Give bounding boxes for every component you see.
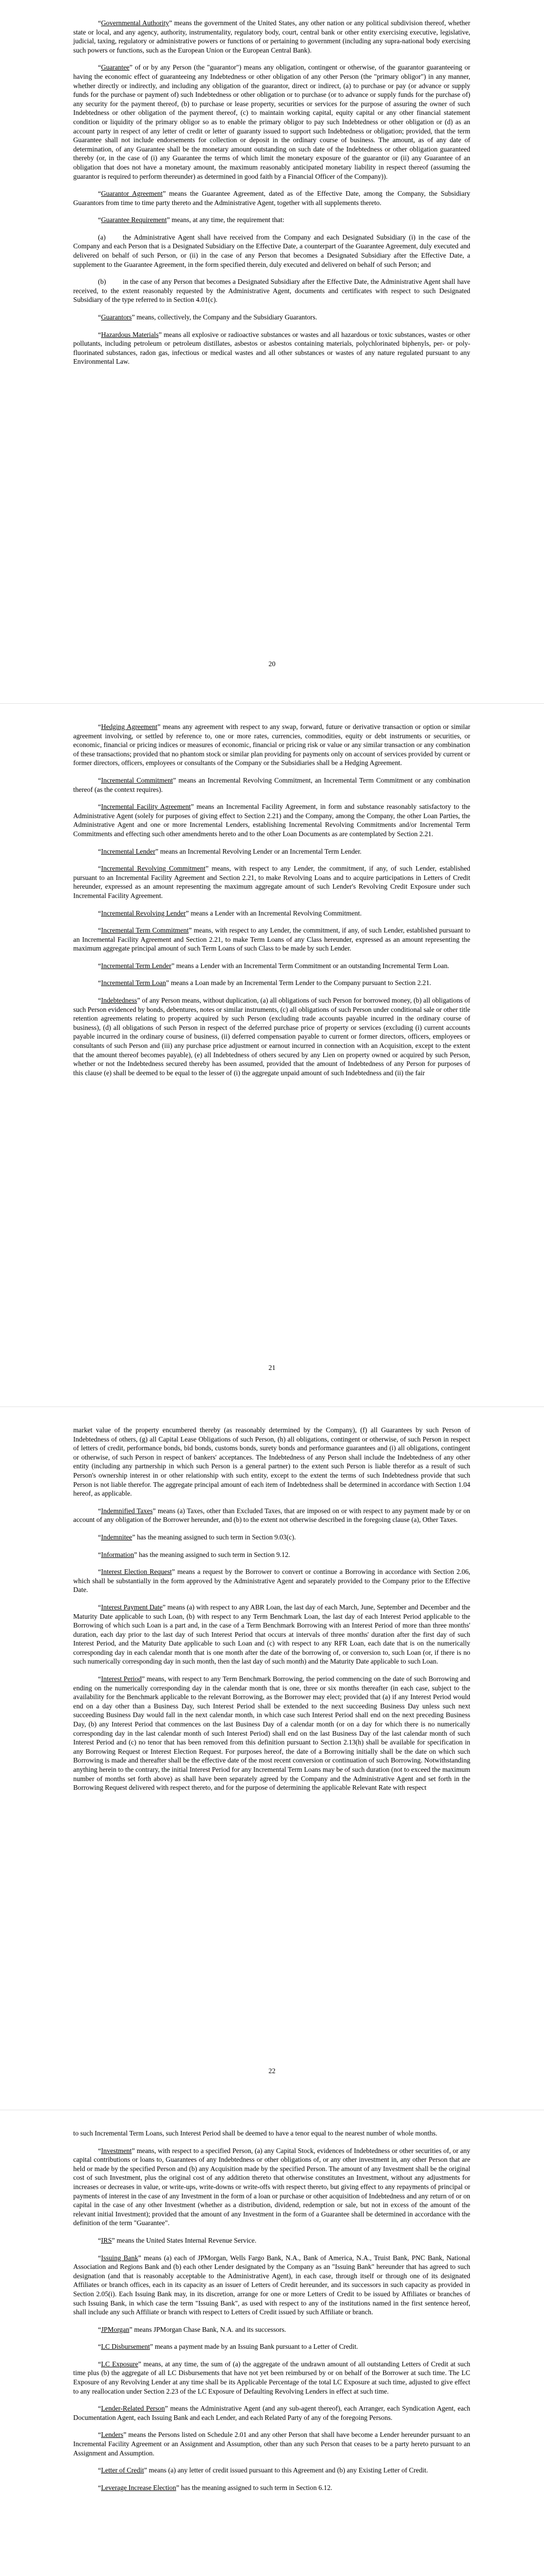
defined-term: Incremental Commitment (101, 776, 173, 784)
definition-text: means (a) with respect to any ABR Loan, the last day of each March, June, September and December and the Maturity Date applicable to such Loan, (b) with respect to any Term Benchmark Loan, the last day of each Interest Period applicable to the Borrowing of which such Loan is a part and, in the case of a Term Benchmark Borrowing with an Interest Period of more than three months' duration, each day prior to the last day of such Interest Period that occurs at intervals of three months' duration after the first day of such Interest Period, and the Maturity Date applicable to such Loan and (c) with respect to any RFR Loan, each date that is on the numerically corresponding day in each calendar month that is one month after the date of the borrowing of, or conversion to, such Loan (or, if there is no such numerically corresponding day in such month, then the last day of such month) and the Maturity Date applicable to such Loan. (73, 1603, 470, 1666)
definition-paragraph: “Investment” means, with respect to a specified Person, (a) any Capital Stock, evidences of Indebtedness or other securities of, or any capital contributions or loans to, Guarantees of any Indebtedness or other obligations of, or any other investment in, any other Person that are held or made by the specified Person and (b) any Acquisition made by the specified Person. The amount of any Investment shall be the original cost of such Investment, plus the original cost of any addition thereto that otherwise constitutes an Investment, without any adjustments for increases or decreases in value, or write-ups, write-downs or write-offs with respect thereto, but giving effect to any repayments of principal or payments of interest in the case of any Investment in the form of a loan or purchase or other acquisition of Indebtedness and any return of or on capital in the case of any other Investment (whether as a distribution, dividend, redemption or sale, but not in excess of the amount of the relevant initial Investment); provided that the amount of any Investment in the form of a Guarantee shall be determined in accordance with the definition of the term "Guarantee". (73, 2146, 470, 2227)
definition-paragraph: “Lenders” means the Persons listed on Schedule 2.01 and any other Person that shall have become a Lender hereunder pursuant to an Incremental Facility Agreement or an Assignment and Assumption, other than any such Person that ceases to be a party hereto pursuant to an Assignment and Assumption. (73, 2431, 470, 2457)
definition-text: means the government of the United States, any other nation or any political subdivision thereof, whether state or local, and any agency, authority, instrumentality, regulatory body, court, central bank or other entity exercising executive, legislative, judicial, taxing, regulatory or administrative powers or functions of or pertaining to government (including any supra-national body exercising such powers or functions, such as the European Union or the European Central Bank). (73, 19, 470, 54)
definition-paragraph: “Indemnitee” has the meaning assigned to such term in Section 9.03(c). (98, 1533, 296, 1541)
definition-text: means a Lender with an Incremental Term Commitment or an outstanding Incremental Term Loan. (174, 961, 449, 970)
definition-paragraph: “Guarantor Agreement” means the Guarantee Agreement, dated as of the Effective Date, among the Company, the Subsidiary Guarantors from time to time party thereto and the Administrative Agent, together with all supplements thereto. (73, 190, 470, 207)
definition-paragraph: “Leverage Increase Election” has the meaning assigned to such term in Section 6.12. (98, 2483, 333, 2492)
page-content (73, 19, 470, 375)
page-number: 22 (268, 2067, 276, 2075)
page-content (73, 2129, 470, 2500)
definition-text: means, at any time, the requirement that: (170, 216, 285, 224)
defined-term: Incremental Revolving Lender (101, 909, 186, 917)
definition-paragraph: “Incremental Facility Agreement” means an Incremental Facility Agreement, in form and substance reasonably satisfactory to the Administrative Agent (solely for purposes of giving effect to Section 2.21) and the Company, among the Company, the other Loan Parties, the Administrative Agent and one or more Incremental Lenders, establishing Incremental Revolving Commitments and/or Incremental Term Commitments and effecting such other amendments hereto and to the other Loan Documents as are contemplated by Section 2.21. (73, 803, 470, 838)
definition-text: means, with respect to a specified Person, (a) any Capital Stock, evidences of Indebtedness or other securities of, or any capital contributions or loans to, Guarantees of any Indebtedness or other obligations of, or any other investment in, any other Person that are held or made by the specified Person and (b) any Acquisition made by the specified Person. The amount of any Investment shall be the original cost of such Investment, plus the original cost of any addition thereto that otherwise constitutes an Investment, without any adjustments for increases or decreases in value, or write-ups, write-downs or write-offs with respect thereto, but giving effect to any repayments of principal or payments of interest in the case of any Investment in the form of a loan or purchase or other acquisition of Indebtedness and any return of or on capital in the case of any other Investment (whether as a distribution, dividend, redemption or sale, but not in excess of the amount of the relevant initial Investment); provided that the amount of any Investment in the form of a Guarantee shall be determined in accordance with the definition of the term "Guarantee". (73, 2146, 470, 2227)
defined-term: Incremental Facility Agreement (101, 803, 191, 811)
definition-paragraph: “Incremental Commitment” means an Incremental Revolving Commitment, an Incremental Term Commitment or any combination thereof (as the context requires). (73, 776, 470, 793)
defined-term: Guarantee (101, 63, 129, 72)
definition-text: means the Guarantee Agreement, dated as of the Effective Date, among the Company, the Subsidiary Guarantors from time to time party thereto and the Administrative Agent, together with all supplements thereto. (73, 190, 470, 207)
definition-text: means the Administrative Agent (and any sub-agent thereof), each Arranger, each Syndication Agent, each Documentation Agent, each Issuing Bank and each Lender, and each Related Party of any of the foregoing Persons. (73, 2404, 470, 2421)
defined-term: Interest Election Request (101, 1568, 172, 1576)
page (0, 2110, 544, 2576)
definition-paragraph: “Guarantee Requirement” means, at any time, the requirement that: (98, 216, 285, 224)
definition-text: has the meaning assigned to such term in Section 9.12. (137, 1550, 290, 1558)
defined-term: Interest Period (101, 1675, 142, 1683)
defined-term: Incremental Revolving Commitment (101, 865, 206, 873)
page-number: 20 (268, 660, 276, 668)
definition-text: means (a) each of JPMorgan, Wells Fargo Bank, N.A., Bank of America, N.A., Truist Bank, PNC Bank, National Association and Regions Bank and (b) each other Lender designated by the Company as an "Issuing Bank" hereunder that has agreed to such designation (and that is reasonably acceptable to the Administrative Agent), in each case, through itself or through one of its designated Affiliates or branch offices, each in its capacity as an issuer of Letters of Credit hereunder, and its successors in such capacity as provided in Section 2.05(i). Each Issuing Bank may, in its discretion, arrange for one or more Letters of Credit to be issued by Affiliates or branches of such Issuing Bank, in which case the term "Issuing Bank", as used with respect to any of the institutions named in the first sentence hereof, shall include any such Affiliate or branch with respect to Letters of Credit issued by such Affiliate or branch. (73, 2253, 470, 2316)
definition-text: means, with respect to any Lender, the commitment, if any, of such Lender, established pursuant to an Incremental Facility Agreement and Section 2.21, to make Revolving Loans and to acquire participations in Letters of Credit hereunder, expressed as an amount representing the maximum aggregate amount of such Lender's Revolving Credit Exposure under such Incremental Facility Agreement. (73, 865, 470, 900)
defined-term: Leverage Increase Election (101, 2483, 176, 2492)
definition-text: means the United States Internal Revenue Service. (114, 2236, 257, 2244)
defined-term: Lender-Related Person (101, 2404, 165, 2413)
definition-paragraph: “Guarantors” means, collectively, the Company and the Subsidiary Guarantors. (98, 313, 317, 321)
defined-term: Interest Payment Date (101, 1603, 163, 1611)
definition-paragraph: “Incremental Revolving Lender” means a Lender with an Incremental Revolving Commitment. (98, 909, 362, 917)
definition-paragraph: “Issuing Bank” means (a) each of JPMorgan, Wells Fargo Bank, N.A., Bank of America, N.A., Truist Bank, PNC Bank, National Association and Regions Bank and (b) each other Lender designated by the Company as an "Issuing Bank" hereunder that has agreed to such designation (and that is reasonably acceptable to the Administrative Agent), in each case, through itself or through one of its designated Affiliates or branch offices, each in its capacity as an issuer of Letters of Credit hereunder, and its successors in such capacity as provided in Section 2.05(i). Each Issuing Bank may, in its discretion, arrange for one or more Letters of Credit to be issued by Affiliates or branches of such Issuing Bank, in which case the term "Issuing Bank", as used with respect to any of the institutions named in the first sentence hereof, shall include any such Affiliate or branch with respect to Letters of Credit issued by such Affiliate or branch. (73, 2253, 470, 2316)
definition-paragraph: “Information” has the meaning assigned to such term in Section 9.12. (98, 1550, 290, 1558)
defined-term: Indemnitee (101, 1533, 133, 1541)
definition-paragraph: “LC Disbursement” means a payment made by an Issuing Bank pursuant to a Letter of Credit. (98, 2343, 358, 2351)
defined-term: Letter of Credit (101, 2466, 144, 2475)
clause-paragraph (73, 233, 470, 269)
clause-text: the Administrative Agent shall have received from the Company and each Designated Subsidiary (i) in the case of the Company and each Person that is a Designated Subsidiary on the Effective Date, a counterpart of the Guarantee Agreement, duly executed and delivered on behalf of such Person, or (ii) in the case of any Person that becomes a Designated Subsidiary after the Effective Date, a supplement to the Guarantee Agreement, in the form specified therein, duly executed and delivered on behalf of such Person; and (73, 233, 470, 268)
definition-text: means, at any time, the sum of (a) the aggregate of the undrawn amount of all outstanding Letters of Credit at such time plus (b) the aggregate of all LC Disbursements that have not yet been reimbursed by or on behalf of the Borrower at such time. The LC Exposure of any Revolving Lender at any time shall be its Applicable Percentage of the total LC Exposure at such time, adjusted to give effect to any reallocation under Section 2.23 of the LC Exposure of Defaulting Revolving Lenders in effect at such time. (73, 2360, 470, 2395)
definition-text: of or by any Person (the "guarantor") means any obligation, contingent or otherwise, of the guarantor guaranteeing or having the economic effect of guaranteeing any Indebtedness or other obligation of any other Person (the "primary obligor") in any manner, whether directly or indirectly, and including any obligation of the guarantor, direct or indirect, (a) to purchase or pay (or advance or supply funds for the purchase or payment of) such Indebtedness or other obligation or to purchase (or to advance or supply funds for the purchase of) any security for the payment thereof, (b) to purchase or lease property, securities or services for the purpose of assuring the owner of such Indebtedness or other obligation of the payment thereof, (c) to maintain working capital, equity capital or any other financial statement condition or liquidity of the primary obligor so as to enable the primary obligor to pay such Indebtedness or other obligation or (d) as an account party in respect of any letter of credit or letter of guaranty issued to support such Indebtedness or obligation; provided, that the term Guarantee shall not include endorsements for collection or deposit in the ordinary course of business. The amount, as of any date of determination, of any Guarantee shall be the monetary amount outstanding on such date of the Indebtedness or other obligation guaranteed thereby (or, in the case of (i) any Guarantee the terms of which limit the monetary exposure of the guarantor or (ii) any Guarantee of an obligation that does not have a monetary amount, the maximum reasonably anticipated monetary liability in respect thereof (assuming the guarantor is required to perform thereunder) as determined in good faith by a Financial Officer of the Company)). (73, 63, 470, 180)
page-content (73, 722, 470, 1086)
defined-term: LC Exposure (101, 2360, 138, 2368)
definition-text: means, with respect to any Lender, the commitment, if any, of such Lender, established pursuant to an Incremental Facility Agreement and Section 2.21, to make Term Loans of any Class hereunder, expressed as an amount representing the maximum aggregate principal amount of such Term Loans of such Class to be made by such Lender. (73, 926, 470, 953)
defined-term: Guarantee Requirement (101, 216, 167, 224)
defined-term: Incremental Term Commitment (101, 926, 189, 935)
definition-paragraph: “Incremental Revolving Commitment” means, with respect to any Lender, the commitment, if any, of such Lender, established pursuant to an Incremental Facility Agreement and Section 2.21, to make Revolving Loans and to acquire participations in Letters of Credit hereunder, expressed as an amount representing the maximum aggregate amount of such Lender's Revolving Credit Exposure under such Incremental Facility Agreement. (73, 865, 470, 900)
defined-term: Lenders (101, 2431, 124, 2439)
definition-text: means an Incremental Facility Agreement, in form and substance reasonably satisfactory to the Administrative Agent (solely for purposes of giving effect to Section 2.21) and the Company, among the Company, the other Loan Parties, the Administrative Agent and one or more Incremental Lenders, establishing Incremental Revolving Commitments and/or Incremental Term Commitments and effecting such other amendments hereto and to the other Loan Documents as are contemplated by Section 2.21. (73, 803, 470, 838)
definition-text: means a Lender with an Incremental Revolving Commitment. (189, 909, 362, 917)
definition-text: means a request by the Borrower to convert or continue a Borrowing in accordance with Section 2.06, which shall be substantially in the form approved by the Administrative Agent and separately provided to the Company prior to the Effective Date. (73, 1568, 470, 1594)
definition-text: means all explosive or radioactive substances or wastes and all hazardous or toxic substances, wastes or other pollutants, including petroleum or petroleum distillates, asbestos or asbestos containing materials, polychlorinated biphenyls, per- or poly-fluorinated substances, radon gas, infectious or medical wastes and all other substances or wastes of any nature regulated pursuant to any Environmental Law. (73, 330, 470, 366)
defined-term: Information (101, 1550, 134, 1558)
definition-text: means (a) Taxes, other than Excluded Taxes, that are imposed on or with respect to any payment made by or on account of any obligation of the Borrower hereunder, and (b) to the extent not otherwise described in the foregoing clause (a), Other Taxes. (73, 1506, 471, 1524)
definition-text: means (a) any letter of credit issued pursuant to this Agreement and (b) any Existing Letter of Credit. (147, 2466, 428, 2475)
page (0, 703, 544, 1407)
defined-term: IRS (101, 2236, 112, 2244)
defined-term: Incremental Lender (101, 847, 156, 855)
definition-paragraph: “Letter of Credit” means (a) any letter of credit issued pursuant to this Agreement and (b) any Existing Letter of Credit. (98, 2466, 428, 2475)
definition-text: means an Incremental Revolving Commitment, an Incremental Term Commitment or any combination thereof (as the context requires). (73, 776, 470, 793)
clause-text: in the case of any Person that becomes a Designated Subsidiary after the Effective Date, the Administrative Agent shall have received, to the extent reasonably requested by the Administrative Agent, documents and certificates with respect to such Designated Subsidiary of the type referred to in Section 4.01(c). (73, 278, 470, 304)
defined-term: Incremental Term Loan (101, 979, 166, 987)
defined-term: Guarantors (101, 313, 132, 321)
definition-text: means a payment made by an Issuing Bank pursuant to a Letter of Credit. (153, 2343, 358, 2351)
defined-term: Indemnified Taxes (101, 1506, 153, 1515)
defined-term: Governmental Authority (101, 19, 169, 27)
definition-text: means an Incremental Revolving Lender or an Incremental Term Lender. (158, 847, 362, 855)
definition-paragraph: “Incremental Term Commitment” means, with respect to any Lender, the commitment, if any, of such Lender, established pursuant to an Incremental Facility Agreement and Section 2.21, to make Term Loans of any Class hereunder, expressed as an amount representing the maximum aggregate principal amount of such Term Loans of such Class to be made by such Lender. (73, 926, 470, 953)
definition-text: means any agreement with respect to any swap, forward, future or derivative transaction or option or similar agreement involving, or settled by reference to, one or more rates, currencies, commodities, equity or debt instruments or securities, or economic, financial or pricing indices or measures of economic, financial or pricing risk or value or any similar transaction or any combination of these transactions; provided that no phantom stock or similar plan providing for payments only on account of services provided by current or former directors, officers, employees or consultants of the Company or the Subsidiaries shall be a Hedging Agreement. (73, 723, 470, 767)
clause-label: (a) (98, 233, 106, 241)
clause-paragraph (73, 277, 470, 304)
page-number: 21 (268, 1364, 276, 1371)
definition-paragraph: “Interest Election Request” means a request by the Borrower to convert or continue a Borrowing in accordance with Section 2.06, which shall be substantially in the form approved by the Administrative Agent and separately provided to the Company prior to the Effective Date. (73, 1568, 470, 1594)
definition-text: of any Person means, without duplication, (a) all obligations of such Person for borrowed money, (b) all obligations of such Person evidenced by bonds, debentures, notes or similar instruments, (c) all obligations of such Person under conditional sale or other title retention agreements relating to property acquired by such Person (excluding trade accounts payable incurred in the ordinary course of business), (d) all obligations of such Person in respect of the deferred purchase price of property or services (excluding (i) current accounts payable incurred in the ordinary course of business, (ii) deferred compensation payable to current or former directors, officers, employees or consultants of such Person and (iii) any purchase price adjustment or earnout incurred in connection with an Acquisition, except to the extent that the amount thereof becomes payable), (e) all Indebtedness of others secured by any Lien on property owned or acquired by such Person, whether or not the Indebtedness secured thereby has been assumed, provided that the amount of Indebtedness of any Person for purposes of this clause (e) shall be deemed to be equal to the lesser of (i) the aggregate unpaid amount of such Indebtedness and (ii) the fair (73, 996, 470, 1077)
definition-text: means JPMorgan Chase Bank, N.A. and its successors. (132, 2325, 286, 2333)
definition-paragraph: “Hedging Agreement” means any agreement with respect to any swap, forward, future or derivative transaction or option or similar agreement involving, or settled by reference to, one or more rates, currencies, commodities, equity or debt instruments or securities, or economic, financial or pricing indices or measures of economic, financial or pricing risk or value or any similar transaction or any combination of these transactions; provided that no phantom stock or similar plan providing for payments only on account of services provided by current or former directors, officers, employees or consultants of the Company or the Subsidiaries shall be a Hedging Agreement. (73, 723, 470, 767)
definition-paragraph: “Incremental Lender” means an Incremental Revolving Lender or an Incremental Term Lender. (98, 847, 362, 855)
definition-paragraph: “Governmental Authority” means the government of the United States, any other nation or any political subdivision thereof, whether state or local, and any agency, authority, instrumentality, regulatory body, court, central bank or other entity exercising executive, legislative, judicial, taxing, regulatory or administrative powers or functions of or pertaining to government (including any supra-national body exercising such powers or functions, such as the European Union or the European Central Bank). (73, 19, 470, 54)
defined-term: Hazardous Materials (101, 330, 159, 338)
definition-text: means the Persons listed on Schedule 2.01 and any other Person that shall have become a Lender hereunder pursuant to an Incremental Facility Agreement or an Assignment and Assumption, other than any such Person that ceases to be a party hereto pursuant to an Assignment and Assumption. (73, 2431, 470, 2457)
page-content (73, 1426, 470, 1801)
definition-paragraph: “JPMorgan” means JPMorgan Chase Bank, N.A. and its successors. (98, 2325, 286, 2333)
continuation-paragraph: market value of the property encumbered thereby (as reasonably determined by the Company), (f) all Guarantees by such Person of Indebtedness of others, (g) all Capital Lease Obligations of such Person, (h) all obligations, contingent or otherwise, of such Person in respect of letters of credit, performance bonds, bid bonds, customs bonds, surety bonds and performance guarantees and (i) all obligations, contingent or otherwise, of such Person in respect of bankers' acceptances. The Indebtedness of any Person shall include the Indebtedness of any other entity (including any partnership in which such Person is a general partner) to the extent such Person is liable therefor as a result of such Person's ownership interest in or other relationship with such entity, except to the extent the terms of such Indebtedness provide that such Person is not liable therefor. The aggregate principal amount of each item of Indebtedness shall be determined in accordance with Section 1.04 hereof, as applicable. (73, 1426, 470, 1498)
page (0, 1406, 544, 2110)
definition-text: means, collectively, the Company and the Subsidiary Guarantors. (135, 313, 317, 321)
definition-paragraph: “Interest Period” means, with respect to any Term Benchmark Borrowing, the period commencing on the date of such Borrowing and ending on the numerically corresponding day in the calendar month that is one, three or six months thereafter (in each case, subject to the availability for the Benchmark applicable to the relevant Borrowing, as the Borrower may elect; provided that (a) if any Interest Period would end on a day other than a Business Day, such Interest Period shall be extended to the next succeeding Business Day unless such next succeeding Business Day would fall in the next calendar month, in which case such Interest Period shall end on the next preceding Business Day, (b) any Interest Period that commences on the last Business Day of a calendar month (or on a day for which there is no numerically corresponding day in the last calendar month of such Interest Period) shall end on the last Business Day of the last calendar month of such Interest Period and (c) no tenor that has been removed from this definition pursuant to Section 2.13(h) shall be available for specification in any Borrowing Request or Interest Election Request. For purposes hereof, the date of a Borrowing initially shall be the date on which such Borrowing is made and thereafter shall be the effective date of the most recent conversion or continuation of such Borrowing. Notwithstanding anything herein to the contrary, the initial Interest Period for any Incremental Term Loans may be of such duration (not to exceed the maximum number of months set forth above) as shall have been separately agreed by the Company and the Administrative Agent and set forth in the Borrowing Request delivered with respect thereto, and for the purpose of determining the applicable Relevant Rate with respect (73, 1675, 470, 1792)
definition-text: means, with respect to any Term Benchmark Borrowing, the period commencing on the date of such Borrowing and ending on the numerically corresponding day in the calendar month that is one, three or six months thereafter (in each case, subject to the availability for the Benchmark applicable to the relevant Borrowing, as the Borrower may elect; provided that (a) if any Interest Period would end on a day other than a Business Day, such Interest Period shall be extended to the next succeeding Business Day unless such next succeeding Business Day would fall in the next calendar month, in which case such Interest Period shall end on the next preceding Business Day, (b) any Interest Period that commences on the last Business Day of a calendar month (or on a day for which there is no numerically corresponding day in the last calendar month of such Interest Period) shall end on the last Business Day of the last calendar month of such Interest Period and (c) no tenor that has been removed from this definition pursuant to Section 2.13(h) shall be available for specification in any Borrowing Request or Interest Election Request. For purposes hereof, the date of a Borrowing initially shall be the date on which such Borrowing is made and thereafter shall be the effective date of the most recent conversion or continuation of such Borrowing. Notwithstanding anything herein to the contrary, the initial Interest Period for any Incremental Term Loans may be of such duration (not to exceed the maximum number of months set forth above) as shall have been separately agreed by the Company and the Administrative Agent and set forth in the Borrowing Request delivered with respect thereto, and for the purpose of determining the applicable Relevant Rate with respect (73, 1675, 470, 1792)
defined-term: Issuing Bank (101, 2253, 138, 2262)
defined-term: Indebtedness (101, 996, 137, 1005)
definition-paragraph: “Incremental Term Loan” means a Loan made by an Incremental Term Lender to the Company pursuant to Section 2.21. (98, 979, 432, 987)
definition-text: has the meaning assigned to such term in Section 6.12. (179, 2483, 333, 2492)
definition-paragraph: “Indebtedness” of any Person means, without duplication, (a) all obligations of such Person for borrowed money, (b) all obligations of such Person evidenced by bonds, debentures, notes or similar instruments, (c) all obligations of such Person under conditional sale or other title retention agreements relating to property acquired by such Person (excluding trade accounts payable incurred in the ordinary course of business), (d) all obligations of such Person in respect of the deferred purchase price of property or services (excluding (i) current accounts payable incurred in the ordinary course of business, (ii) deferred compensation payable to current or former directors, officers, employees or consultants of such Person and (iii) any purchase price adjustment or earnout incurred in connection with an Acquisition, except to the extent that the amount thereof becomes payable), (e) all Indebtedness of others secured by any Lien on property owned or acquired by such Person, whether or not the Indebtedness secured thereby has been assumed, provided that the amount of Indebtedness of any Person for purposes of this clause (e) shall be deemed to be equal to the lesser of (i) the aggregate unpaid amount of such Indebtedness and (ii) the fair (73, 996, 470, 1077)
defined-term: LC Disbursement (101, 2343, 150, 2351)
continuation-paragraph: to such Incremental Term Loans, such Interest Period shall be deemed to have a tenor equal to the nearest number of whole months. (73, 2129, 438, 2137)
definition-text: means a Loan made by an Incremental Term Lender to the Company pursuant to Section 2.21. (169, 979, 432, 987)
definition-text: has the meaning assigned to such term in Section 9.03(c). (135, 1533, 296, 1541)
definition-paragraph: “Interest Payment Date” means (a) with respect to any ABR Loan, the last day of each March, June, September and December and the Maturity Date applicable to such Loan, (b) with respect to any Term Benchmark Loan, the last day of each Interest Period applicable to the Borrowing of which such Loan is a part and, in the case of a Term Benchmark Borrowing with an Interest Period of more than three months' duration, each day prior to the last day of such Interest Period that occurs at intervals of three months' duration after the first day of such Interest Period, and the Maturity Date applicable to such Loan and (c) with respect to any RFR Loan, each date that is on the numerically corresponding day in each calendar month that is one month after the date of the borrowing of, or conversion to, such Loan (or, if there is no such numerically corresponding day in such month, then the last day of such month) and the Maturity Date applicable to such Loan. (73, 1603, 470, 1666)
page (0, 0, 544, 703)
definition-paragraph: “Incremental Term Lender” means a Lender with an Incremental Term Commitment or an outstanding Incremental Term Loan. (98, 961, 449, 970)
definition-paragraph: “IRS” means the United States Internal Revenue Service. (98, 2236, 257, 2244)
defined-term: JPMorgan (101, 2325, 129, 2333)
definition-paragraph: “Guarantee” of or by any Person (the "guarantor") means any obligation, contingent or otherwise, of the guarantor guaranteeing or having the economic effect of guaranteeing any Indebtedness or other obligation of any other Person (the "primary obligor") in any manner, whether directly or indirectly, and including any obligation of the guarantor, direct or indirect, (a) to purchase or pay (or advance or supply funds for the purchase or payment of) such Indebtedness or other obligation or to purchase (or to advance or supply funds for the purchase of) any security for the payment thereof, (b) to purchase or lease property, securities or services for the purpose of assuring the owner of such Indebtedness or other obligation of the payment thereof, (c) to maintain working capital, equity capital or any other financial statement condition or liquidity of the primary obligor so as to enable the primary obligor to pay such Indebtedness or other obligation or (d) as an account party in respect of any letter of credit or letter of guaranty issued to support such Indebtedness or obligation; provided, that the term Guarantee shall not include endorsements for collection or deposit in the ordinary course of business. The amount, as of any date of determination, of any Guarantee shall be the monetary amount outstanding on such date of the Indebtedness or other obligation guaranteed thereby (or, in the case of (i) any Guarantee the terms of which limit the monetary exposure of the guarantor or (ii) any Guarantee of an obligation that does not have a monetary amount, the maximum reasonably anticipated monetary liability in respect thereof (assuming the guarantor is required to perform thereunder) as determined in good faith by a Financial Officer of the Company)). (73, 63, 470, 180)
definition-paragraph: “Lender-Related Person” means the Administrative Agent (and any sub-agent thereof), each Arranger, each Syndication Agent, each Documentation Agent, each Issuing Bank and each Lender, and each Related Party of any of the foregoing Persons. (73, 2404, 470, 2421)
definition-paragraph: “Indemnified Taxes” means (a) Taxes, other than Excluded Taxes, that are imposed on or with respect to any payment made by or on account of any obligation of the Borrower hereunder, and (b) to the extent not otherwise described in the foregoing clause (a), Other Taxes. (73, 1506, 471, 1524)
definition-paragraph: “LC Exposure” means, at any time, the sum of (a) the aggregate of the undrawn amount of all outstanding Letters of Credit at such time plus (b) the aggregate of all LC Disbursements that have not yet been reimbursed by or on behalf of the Borrower at such time. The LC Exposure of any Revolving Lender at any time shall be its Applicable Percentage of the total LC Exposure at such time, adjusted to give effect to any reallocation under Section 2.23 of the LC Exposure of Defaulting Revolving Lenders in effect at such time. (73, 2360, 470, 2395)
defined-term: Guarantor Agreement (101, 190, 163, 198)
defined-term: Investment (101, 2146, 132, 2155)
defined-term: Hedging Agreement (101, 723, 158, 731)
defined-term: Incremental Term Lender (101, 961, 172, 970)
clause-label: (b) (98, 278, 106, 286)
definition-paragraph: “Hazardous Materials” means all explosive or radioactive substances or wastes and all hazardous or toxic substances, wastes or other pollutants, including petroleum or petroleum distillates, asbestos or asbestos containing materials, polychlorinated biphenyls, per- or poly-fluorinated substances, radon gas, infectious or medical wastes and all other substances or wastes of any nature regulated pursuant to any Environmental Law. (73, 330, 470, 366)
